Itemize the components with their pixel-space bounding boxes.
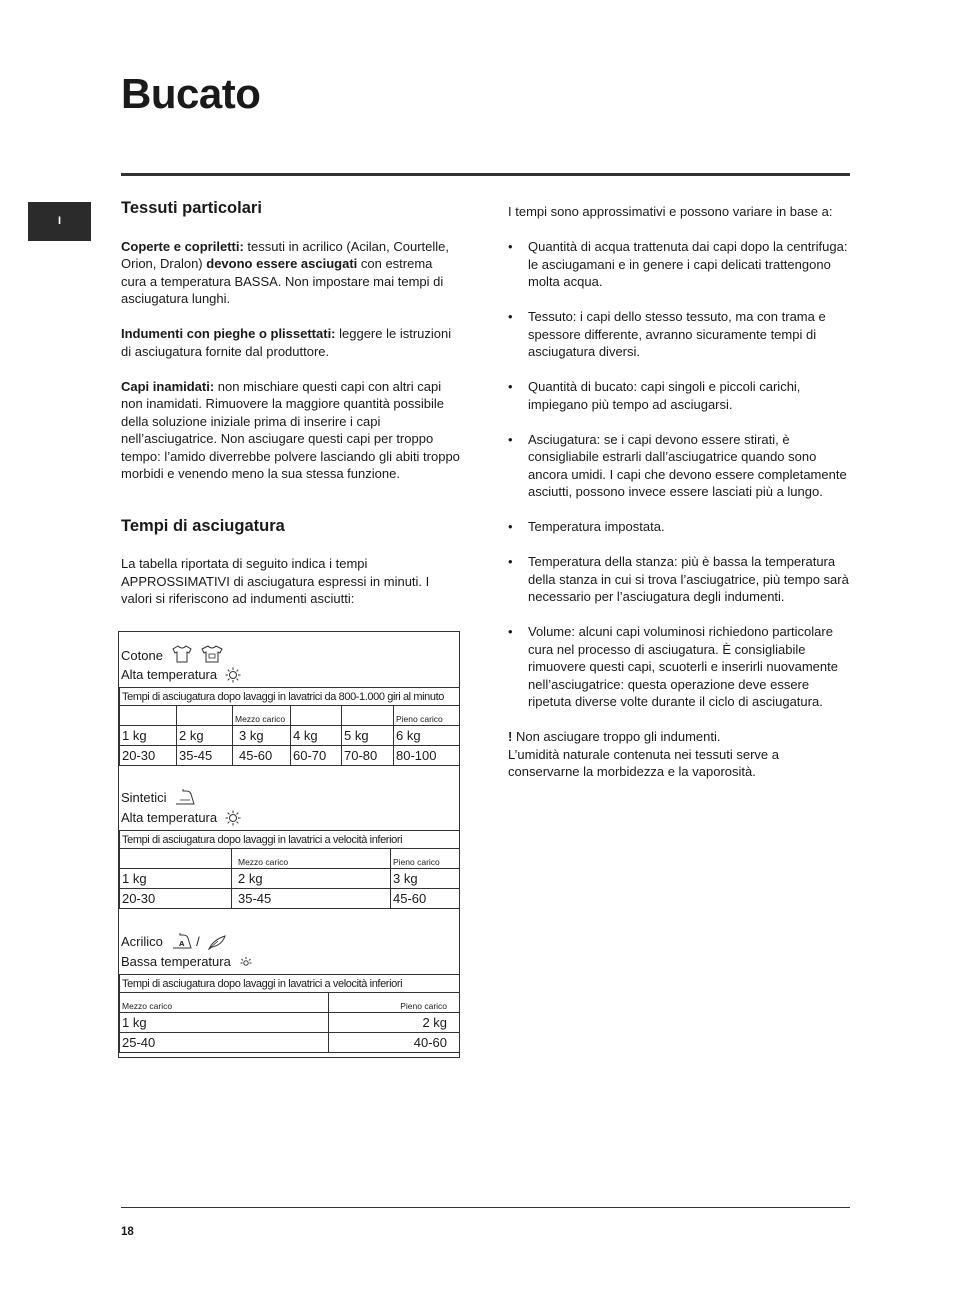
paragraph-coperte: Coperte e copriletti: tessuti in acrilico (Acilan, Courtelle, Orion, Dralon) devono essere asciugati con estrema cura a temperatura BASSA. Non impostare mai tempi di asciugatura lunghi. — [121, 238, 449, 306]
cotone-temp-label: Alta temperatura — [121, 667, 241, 683]
list-item: • Asciugatura: se i capi devono essere stirati, è consigliabile estrarli dall’asciugatrice quando sono ancora umidi. I capi che devono essere completamente asciutti, possono invece essere lasciati più a lungo. — [508, 431, 853, 501]
warning-note: ! Non asciugare troppo gli indumenti. L’umidità naturale contenuta nei tessuti serve a conservarne la morbidezza e la vaporosità. — [508, 729, 780, 779]
svg-text:A: A — [178, 940, 184, 948]
table-row: 1 kg 2 kg — [120, 1013, 460, 1033]
table-row: 20-30 35-45 45-60 — [120, 889, 460, 909]
list-item: • Temperatura impostata. — [508, 518, 853, 536]
acrylic-iron-icon — [171, 932, 193, 950]
language-tab: I — [28, 202, 91, 241]
list-item: • Quantità di acqua trattenuta dai capi dopo la centrifuga: le asciugamani e in genere i capi delicati trattengono molta acqua. — [508, 238, 853, 291]
acrilico-label: Acrilico A / — [121, 932, 227, 950]
cotone-grid: Tempi di asciugatura dopo lavaggi in lavatrici da 800-1.000 giri al minuto Mezzo carico Pieno carico 1 kg 2 kg 3 kg 4 kg 5 kg 6 kg 20-30 35-45 45-60 60-70 70-80 80-100 — [119, 687, 460, 766]
page-title: Bucato — [121, 70, 261, 117]
paragraph-inamidati: Capi inamidati: non mischiare questi capi con altri capi non inamidati. Rimuovere la maggiore quantità possibile della soluzione iniziale prima di inserire i capi nell’asciugatrice. Non asciugare questi capi per troppo tempo: l’amido diverrebbe polvere lasciando gli abiti troppo morbidi e venendo meno la sua stessa funzione. — [121, 378, 460, 481]
wool-feather-icon — [207, 934, 227, 950]
list-item: • Volume: alcuni capi voluminosi richiedono particolare cura nel processo di asciugatura. È consigliabile rimuovere questi capi, scuoterli e inserirli nuovamente nell’asciugatrice: questa operazione deve essere ripetuta diverse volte durante il ciclo di asciugatura. — [508, 623, 853, 711]
header-rule — [121, 173, 850, 176]
sintetici-temp-label: Alta temperatura — [121, 810, 241, 826]
table-row: 1 kg 2 kg 3 kg — [120, 869, 460, 889]
high-heat-sun-icon — [225, 810, 241, 826]
heading-tempi-asciugatura: Tempi di asciugatura — [121, 516, 285, 535]
paragraph-tabella-intro: La tabella riportata di seguito indica i tempi APPROSSIMATIVI di asciugatura espressi in minuti. I valori si riferiscono ad indumenti asciutti: — [121, 556, 430, 606]
list-item: • Quantità di bucato: capi singoli e piccoli carichi, impiegano più tempo ad asciugarsi. — [508, 378, 853, 413]
list-item: • Tessuto: i capi dello stesso tessuto, ma con trama e spessore differente, avranno sicuramente tempi di asciugatura diversi. — [508, 308, 853, 361]
tshirt-heavy-icon — [200, 644, 224, 664]
synthetic-iron-icon — [174, 788, 196, 806]
factors-list — [508, 238, 853, 711]
cotone-label: Cotone — [121, 644, 224, 664]
acrilico-grid: Tempi di asciugatura dopo lavaggi in lavatrici a velocità inferiori Mezzo carico Pieno carico 1 kg 2 kg 25-40 40-60 — [119, 974, 460, 1053]
table-row: 1 kg 2 kg 3 kg 4 kg 5 kg 6 kg — [120, 726, 460, 746]
acrilico-temp-label: Bassa temperatura — [121, 954, 254, 970]
sintetici-label: Sintetici — [121, 788, 196, 806]
heading-tessuti-particolari: Tessuti particolari — [121, 199, 262, 217]
low-heat-icon — [238, 954, 254, 970]
page-number: 18 — [121, 1226, 134, 1238]
left-column — [121, 200, 461, 608]
drying-times-table — [118, 631, 460, 1058]
factors-intro: I tempi sono approssimativi e possono variare in base a: — [508, 204, 833, 219]
right-column — [508, 203, 853, 781]
sintetici-grid: Tempi di asciugatura dopo lavaggi in lavatrici a velocità inferiori Mezzo carico Pieno carico 1 kg 2 kg 3 kg 20-30 35-45 45-60 — [119, 830, 460, 909]
warning-mark: ! — [508, 729, 513, 744]
table-row: 25-40 40-60 — [120, 1033, 460, 1053]
table-row: 20-30 35-45 45-60 60-70 70-80 80-100 — [120, 746, 460, 766]
tshirt-icon — [171, 644, 193, 664]
paragraph-pieghe: Indumenti con pieghe o plissettati: leggere le istruzioni di asciugatura fornite dal produttore. — [121, 326, 452, 359]
high-heat-sun-icon — [225, 667, 241, 683]
footer-rule — [121, 1207, 850, 1208]
list-item: • Temperatura della stanza: più è bassa la temperatura della stanza in cui si trova l’asciugatrice, più tempo sarà necessario per l’asciugatura degli indumenti. — [508, 553, 853, 606]
